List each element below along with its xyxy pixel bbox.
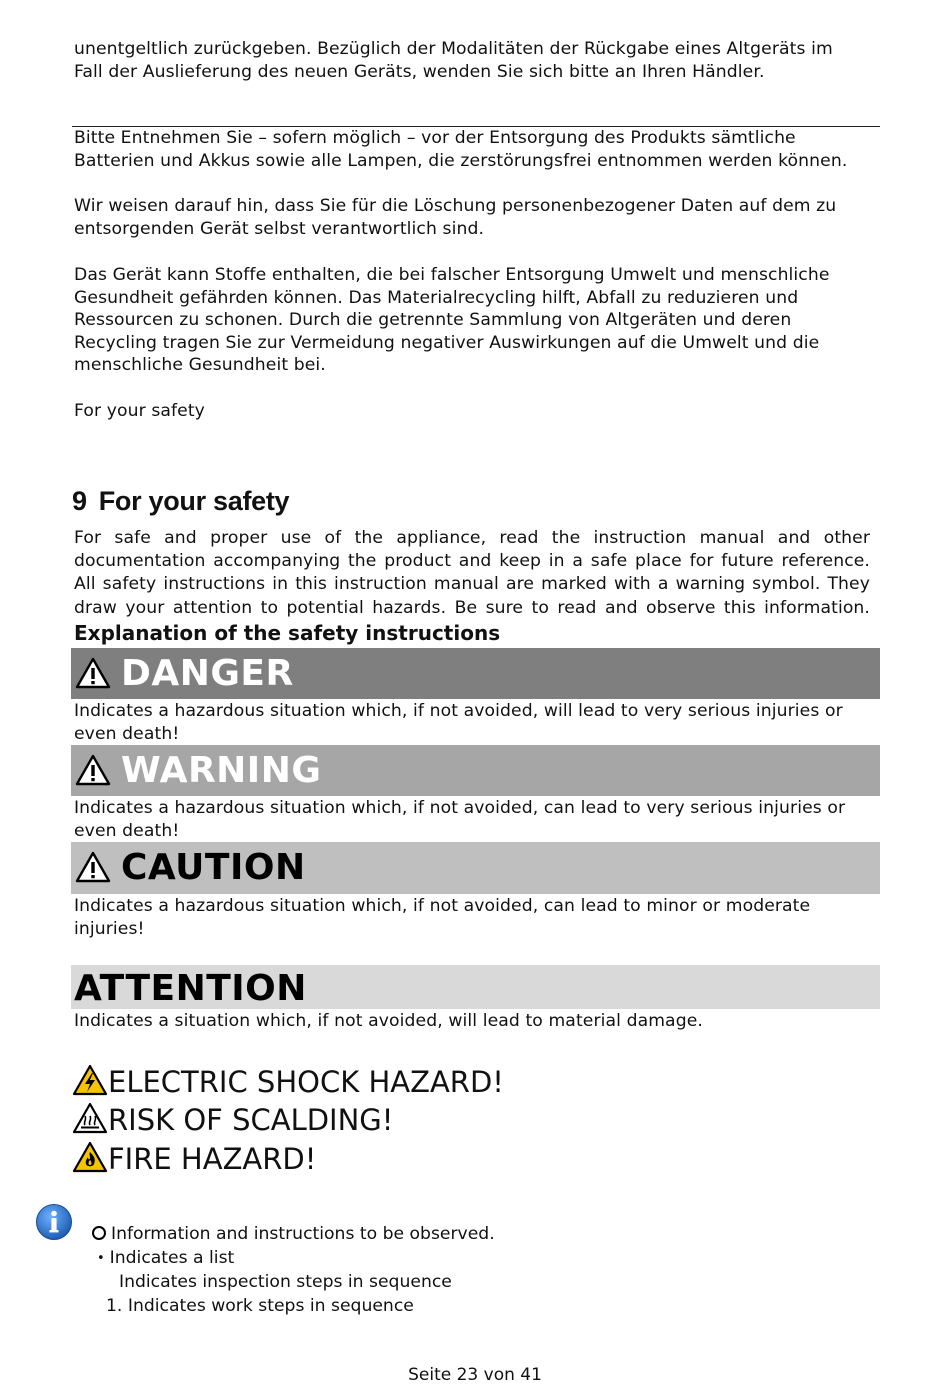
section-body [74, 527, 870, 620]
text-line: menschliche Gesundheit bei. [74, 355, 326, 376]
text-line: documentation accompanying the product and keep in a safe place for future reference. [74, 551, 870, 572]
scalding-text: RISK OF SCALDING! [108, 1103, 394, 1137]
legend-inspection-text: Indicates inspection steps in sequence [119, 1272, 452, 1292]
text-line: For safe and proper use of the appliance, read the instruction manual and other [74, 528, 870, 548]
caution-label: CAUTION [121, 847, 306, 888]
danger-label: DANGER [121, 653, 294, 694]
info-icon [35, 1203, 73, 1241]
legend-list-text: Indicates a list [109, 1248, 235, 1268]
text-line: Indicates a hazardous situation which, if not avoided, can lead to minor or moderate [74, 896, 811, 916]
section-number: 9 [72, 486, 87, 516]
text-line: Das Gerät kann Stoffe enthalten, die bei falscher Entsorgung Umwelt und menschliche [74, 265, 830, 285]
warning-banner [71, 745, 880, 796]
text-line: entsorgenden Gerät selbst verantwortlich sind. [74, 218, 485, 239]
text-line: Batterien und Akkus sowie alle Lampen, die zerstörungsfrei entnommen werden können. [74, 150, 848, 171]
text-line: Indicates a hazardous situation which, if not avoided, can lead to very serious injuries or [74, 798, 846, 818]
work-step-number: 1. [106, 1296, 123, 1316]
attention-description: Indicates a situation which, if not avoided, will lead to material damage. [74, 1011, 703, 1031]
legend-info-item [92, 1223, 495, 1245]
attention-banner [71, 965, 880, 1009]
legend-inspection-item [106, 1271, 452, 1293]
fire-hazard-text: FIRE HAZARD! [108, 1142, 317, 1176]
text-line: draw your attention to potential hazards. Be sure to read and observe this information. [74, 597, 870, 618]
subheading: Explanation of the safety instructions [74, 621, 501, 645]
warning-description [74, 797, 870, 842]
text-line: Indicates a hazardous situation which, if not avoided, will lead to very serious injuries or [74, 701, 843, 721]
text-line: even death! [74, 723, 180, 744]
bullet-icon: • [97, 1251, 105, 1266]
legend-list-item [97, 1247, 234, 1270]
text-line: Recycling tragen Sie zur Vermeidung negativer Auswirkungen auf die Umwelt und die [74, 332, 820, 353]
hot-surface-icon [72, 1102, 108, 1134]
legend-info-text: Information and instructions to be observed. [111, 1224, 495, 1244]
danger-description [74, 700, 870, 745]
section-title: For your safety [98, 486, 290, 516]
warning-triangle-icon [75, 754, 111, 786]
danger-banner [71, 648, 880, 699]
warning-triangle-icon [75, 851, 111, 883]
paragraph-batteries [74, 127, 870, 172]
attention-label: ATTENTION [74, 968, 307, 1009]
flame-icon [72, 1141, 108, 1173]
text-line: unentgeltlich zurückgeben. Bezüglich der Modalitäten der Rückgabe eines Altgeräts im [74, 39, 833, 59]
text-line: All safety instructions in this instruction manual are marked with a warning symbol. They [74, 574, 870, 595]
for-your-safety-note: For your safety [74, 401, 205, 421]
paragraph-personal-data [74, 195, 870, 240]
text-line: Fall der Auslieferung des neuen Geräts, wenden Sie sich bitte an Ihren Händler. [74, 61, 765, 82]
caution-banner [71, 842, 880, 894]
legend-work-text: Indicates work steps in sequence [127, 1296, 414, 1316]
section-heading [72, 486, 289, 517]
text-line: Gesundheit gefährden können. Das Materialrecycling hilft, Abfall zu reduzieren und [74, 287, 799, 308]
circle-bullet-icon [92, 1226, 106, 1240]
electric-shock-text: ELECTRIC SHOCK HAZARD! [108, 1065, 504, 1099]
text-line: Wir weisen darauf hin, dass Sie für die Löschung personenbezogener Daten auf dem zu [74, 196, 837, 216]
warning-label: WARNING [121, 750, 322, 791]
text-line: even death! [74, 820, 180, 841]
paragraph-environment [74, 264, 870, 377]
legend-work-item [106, 1295, 414, 1317]
page-footer: Seite 23 von 41 [408, 1365, 542, 1385]
caution-description [74, 895, 870, 940]
paragraph-return-info [74, 38, 870, 83]
electric-shock-icon [72, 1064, 108, 1096]
text-line: Bitte Entnehmen Sie – sofern möglich – vor der Entsorgung des Produkts sämtliche [74, 128, 796, 148]
warning-triangle-icon [75, 657, 111, 689]
text-line: Ressourcen zu schonen. Durch die getrennte Sammlung von Altgeräten und deren [74, 310, 792, 331]
text-line: injuries! [74, 918, 145, 939]
